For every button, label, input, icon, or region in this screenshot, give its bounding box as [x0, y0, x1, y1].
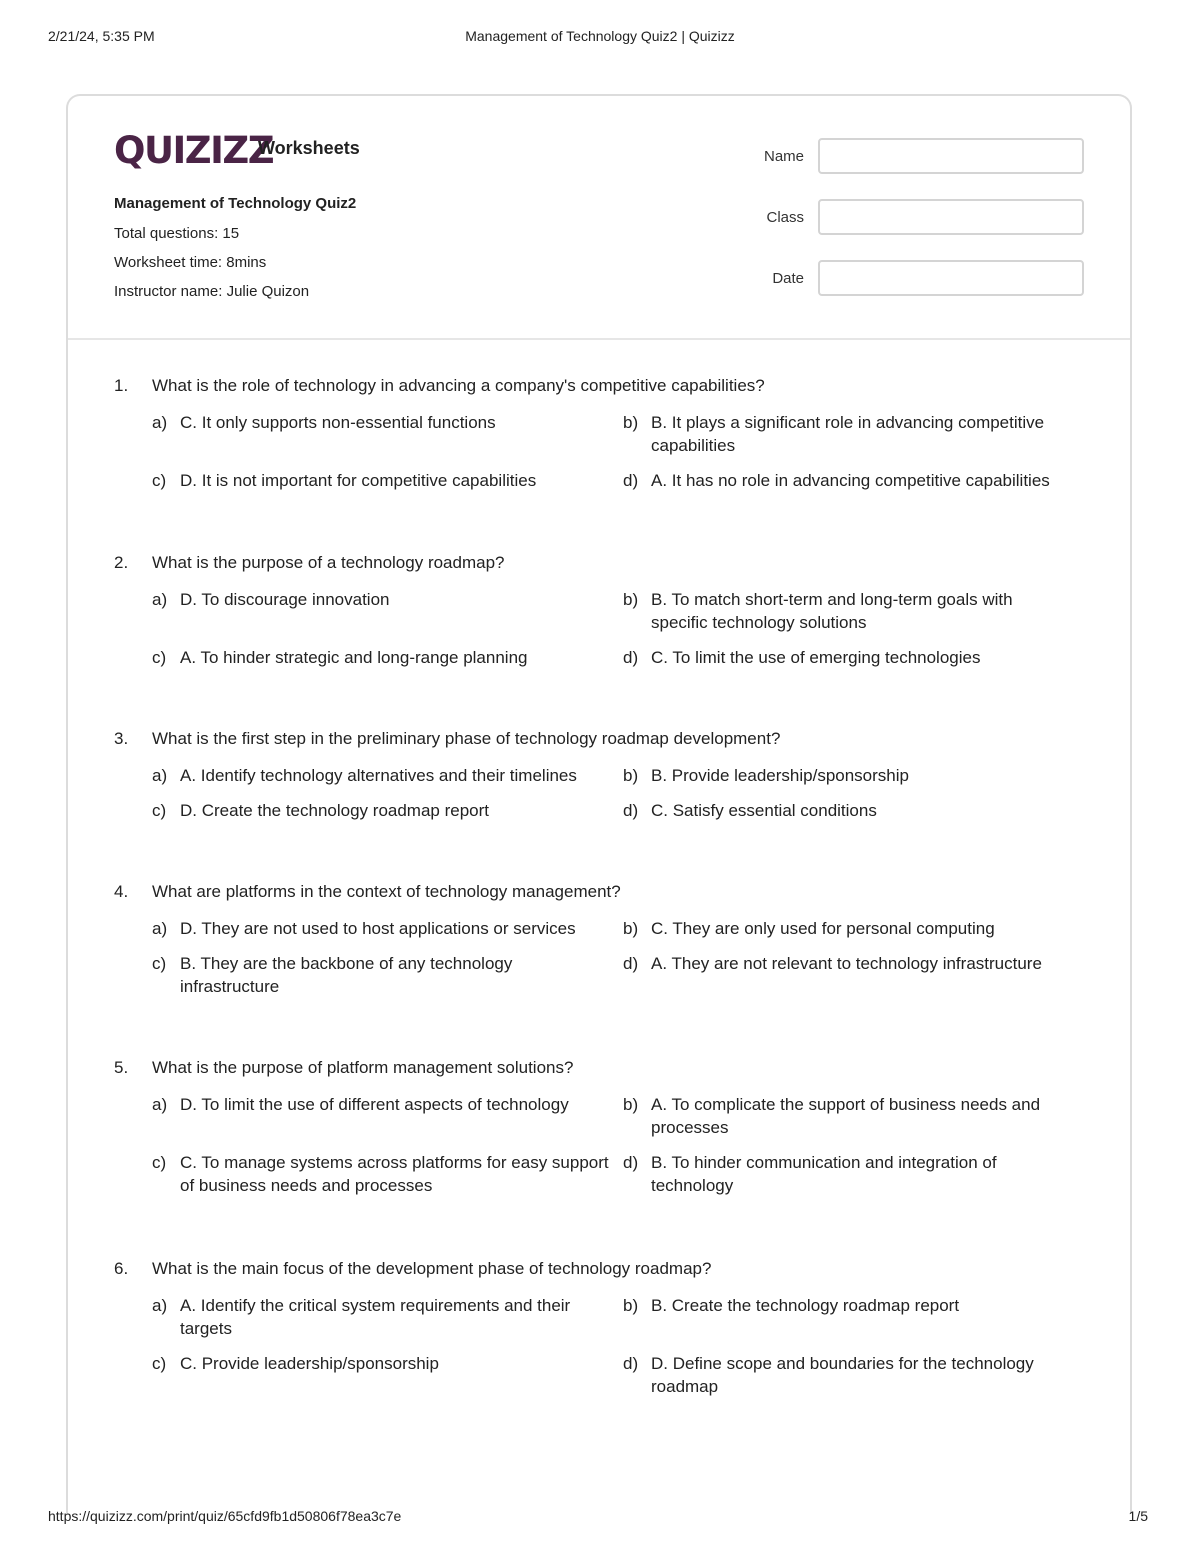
option-a — [152, 588, 623, 634]
option-letter: b) — [623, 590, 639, 609]
option-d — [623, 1151, 1073, 1197]
option-grid — [152, 764, 1084, 822]
option-letter: d) — [623, 954, 639, 973]
class-field-row — [754, 199, 1086, 260]
option-text: A. To hinder strategic and long-range planning — [180, 648, 528, 667]
print-page-title: Management of Technology Quiz2 | Quizizz — [465, 28, 735, 44]
option-d — [623, 799, 1073, 822]
question-number: 1. — [114, 376, 129, 395]
option-b — [623, 588, 1073, 634]
option-letter: b) — [623, 1296, 639, 1315]
option-c — [152, 469, 623, 492]
page-number: 1/5 — [1128, 1508, 1148, 1524]
option-letter: c) — [152, 471, 167, 490]
option-text: B. To match short-term and long-term goals with specific technology solutions — [651, 590, 1013, 632]
option-b — [623, 764, 1073, 787]
print-footer — [48, 1508, 1148, 1528]
option-grid — [152, 1294, 1084, 1398]
option-d — [623, 1352, 1073, 1398]
option-a — [152, 764, 623, 787]
question-1 — [114, 374, 1084, 551]
brand — [114, 130, 360, 170]
question-number: 3. — [114, 729, 129, 748]
name-field[interactable] — [818, 138, 1084, 174]
option-text: B. Create the technology roadmap report — [651, 1296, 960, 1315]
option-text: D. Define scope and boundaries for the technology roadmap — [651, 1354, 1034, 1396]
option-letter: b) — [623, 413, 639, 432]
option-a — [152, 1093, 623, 1139]
option-letter: d) — [623, 801, 639, 820]
option-letter: c) — [152, 1153, 167, 1172]
name-field-row — [754, 138, 1086, 199]
option-grid — [152, 917, 1084, 998]
question-number: 5. — [114, 1058, 129, 1077]
option-grid — [152, 588, 1084, 669]
option-text: B. To hinder communication and integration of technology — [651, 1153, 997, 1195]
option-text: C. Satisfy essential conditions — [651, 801, 877, 820]
option-c — [152, 952, 623, 998]
option-letter: d) — [623, 1153, 639, 1172]
question-text: What is the main focus of the development phase of technology roadmap? — [152, 1259, 712, 1278]
option-text: C. To limit the use of emerging technologies — [651, 648, 981, 667]
option-b — [623, 1093, 1073, 1139]
question-text: What is the first step in the preliminary phase of technology roadmap development? — [152, 729, 781, 748]
question-list — [114, 374, 1084, 1417]
instructor-name — [114, 282, 356, 311]
option-b — [623, 411, 1073, 457]
option-text: A. They are not relevant to technology infrastructure — [651, 954, 1042, 973]
question-text: What is the role of technology in advancing a company's competitive capabilities? — [152, 376, 765, 395]
option-text: D. It is not important for competitive capabilities — [180, 471, 537, 490]
option-text: A. It has no role in advancing competitive capabilities — [651, 471, 1050, 490]
option-d — [623, 646, 1073, 669]
option-letter: d) — [623, 1354, 639, 1373]
option-letter: a) — [152, 1296, 168, 1315]
worksheet-header — [68, 96, 1130, 340]
option-grid — [152, 1093, 1084, 1197]
option-text: A. Identify technology alternatives and their timelines — [180, 766, 577, 785]
date-field[interactable] — [818, 260, 1084, 296]
question-2 — [114, 551, 1084, 727]
total-questions-label: Total questions: — [114, 225, 219, 242]
option-c — [152, 799, 623, 822]
worksheet — [66, 94, 1132, 1514]
quiz-title: Management of Technology Quiz2 — [114, 195, 357, 212]
option-c — [152, 646, 623, 669]
class-field[interactable] — [818, 199, 1084, 235]
option-text: A. To complicate the support of business needs and processes — [651, 1095, 1041, 1137]
option-letter: c) — [152, 954, 167, 973]
svg-text:QUIZIZZ: QUIZIZZ — [114, 129, 274, 172]
total-questions-value: 15 — [222, 225, 240, 242]
option-grid — [152, 411, 1084, 492]
option-a — [152, 917, 623, 940]
worksheet-time-label: Worksheet time: — [114, 254, 223, 271]
option-text: C. It only supports non-essential functions — [180, 413, 496, 432]
question-6 — [114, 1257, 1084, 1417]
question-number: 4. — [114, 882, 129, 901]
quiz-meta — [114, 194, 356, 311]
question-text: What is the purpose of platform management solutions? — [152, 1058, 574, 1077]
option-text: D. Create the technology roadmap report — [180, 801, 490, 820]
option-a — [152, 1294, 623, 1340]
option-b — [623, 917, 1073, 940]
date-field-row — [754, 260, 1086, 321]
print-header — [48, 28, 1152, 48]
option-text: A. Identify the critical system requirements and their targets — [180, 1296, 571, 1338]
quizizz-logo — [114, 129, 274, 172]
option-letter: a) — [152, 590, 168, 609]
question-text: What is the purpose of a technology roadmap? — [152, 553, 505, 572]
option-letter: b) — [623, 919, 639, 938]
option-d — [623, 469, 1073, 492]
question-number: 6. — [114, 1259, 129, 1278]
name-label: Name — [763, 148, 804, 165]
option-letter: c) — [152, 1354, 167, 1373]
question-text: What are platforms in the context of technology management? — [152, 882, 621, 901]
option-letter: d) — [623, 471, 639, 490]
option-letter: b) — [623, 766, 639, 785]
option-text: D. To limit the use of different aspects of technology — [180, 1095, 569, 1114]
option-text: B. They are the backbone of any technology infrastructure — [180, 954, 513, 996]
option-text: D. They are not used to host applications or services — [180, 919, 576, 938]
option-letter: a) — [152, 766, 168, 785]
option-letter: c) — [152, 648, 167, 667]
instructor-label: Instructor name: — [114, 283, 223, 300]
option-text: B. Provide leadership/sponsorship — [651, 766, 909, 785]
instructor-value: Julie Quizon — [226, 283, 310, 300]
option-text: C. Provide leadership/sponsorship — [180, 1354, 439, 1373]
option-letter: c) — [152, 801, 167, 820]
print-datetime: 2/21/24, 5:35 PM — [48, 28, 155, 44]
option-c — [152, 1151, 623, 1197]
brand-suffix: Worksheets — [258, 137, 360, 158]
option-letter: b) — [623, 1095, 639, 1114]
date-label: Date — [772, 270, 804, 287]
option-letter: d) — [623, 648, 639, 667]
option-letter: a) — [152, 919, 168, 938]
worksheet-time-value: 8mins — [226, 254, 267, 271]
option-d — [623, 952, 1073, 998]
question-5 — [114, 1056, 1084, 1257]
option-text: C. To manage systems across platforms for easy support of business needs and processes — [180, 1153, 609, 1195]
option-c — [152, 1352, 623, 1398]
question-number: 2. — [114, 553, 129, 572]
total-questions — [114, 224, 356, 253]
student-fields — [754, 138, 1086, 321]
print-url: https://quizizz.com/print/quiz/65cfd9fb1d50806f78ea3c7e — [48, 1508, 402, 1524]
worksheet-time — [114, 253, 356, 282]
option-letter: a) — [152, 413, 168, 432]
option-letter: a) — [152, 1095, 168, 1114]
option-text: D. To discourage innovation — [180, 590, 390, 609]
question-4 — [114, 880, 1084, 1056]
question-3 — [114, 727, 1084, 880]
option-text: B. It plays a significant role in advancing competitive capabilities — [651, 413, 1045, 455]
option-text: C. They are only used for personal computing — [651, 919, 995, 938]
option-a — [152, 411, 623, 457]
class-label: Class — [766, 209, 804, 226]
option-b — [623, 1294, 1073, 1340]
